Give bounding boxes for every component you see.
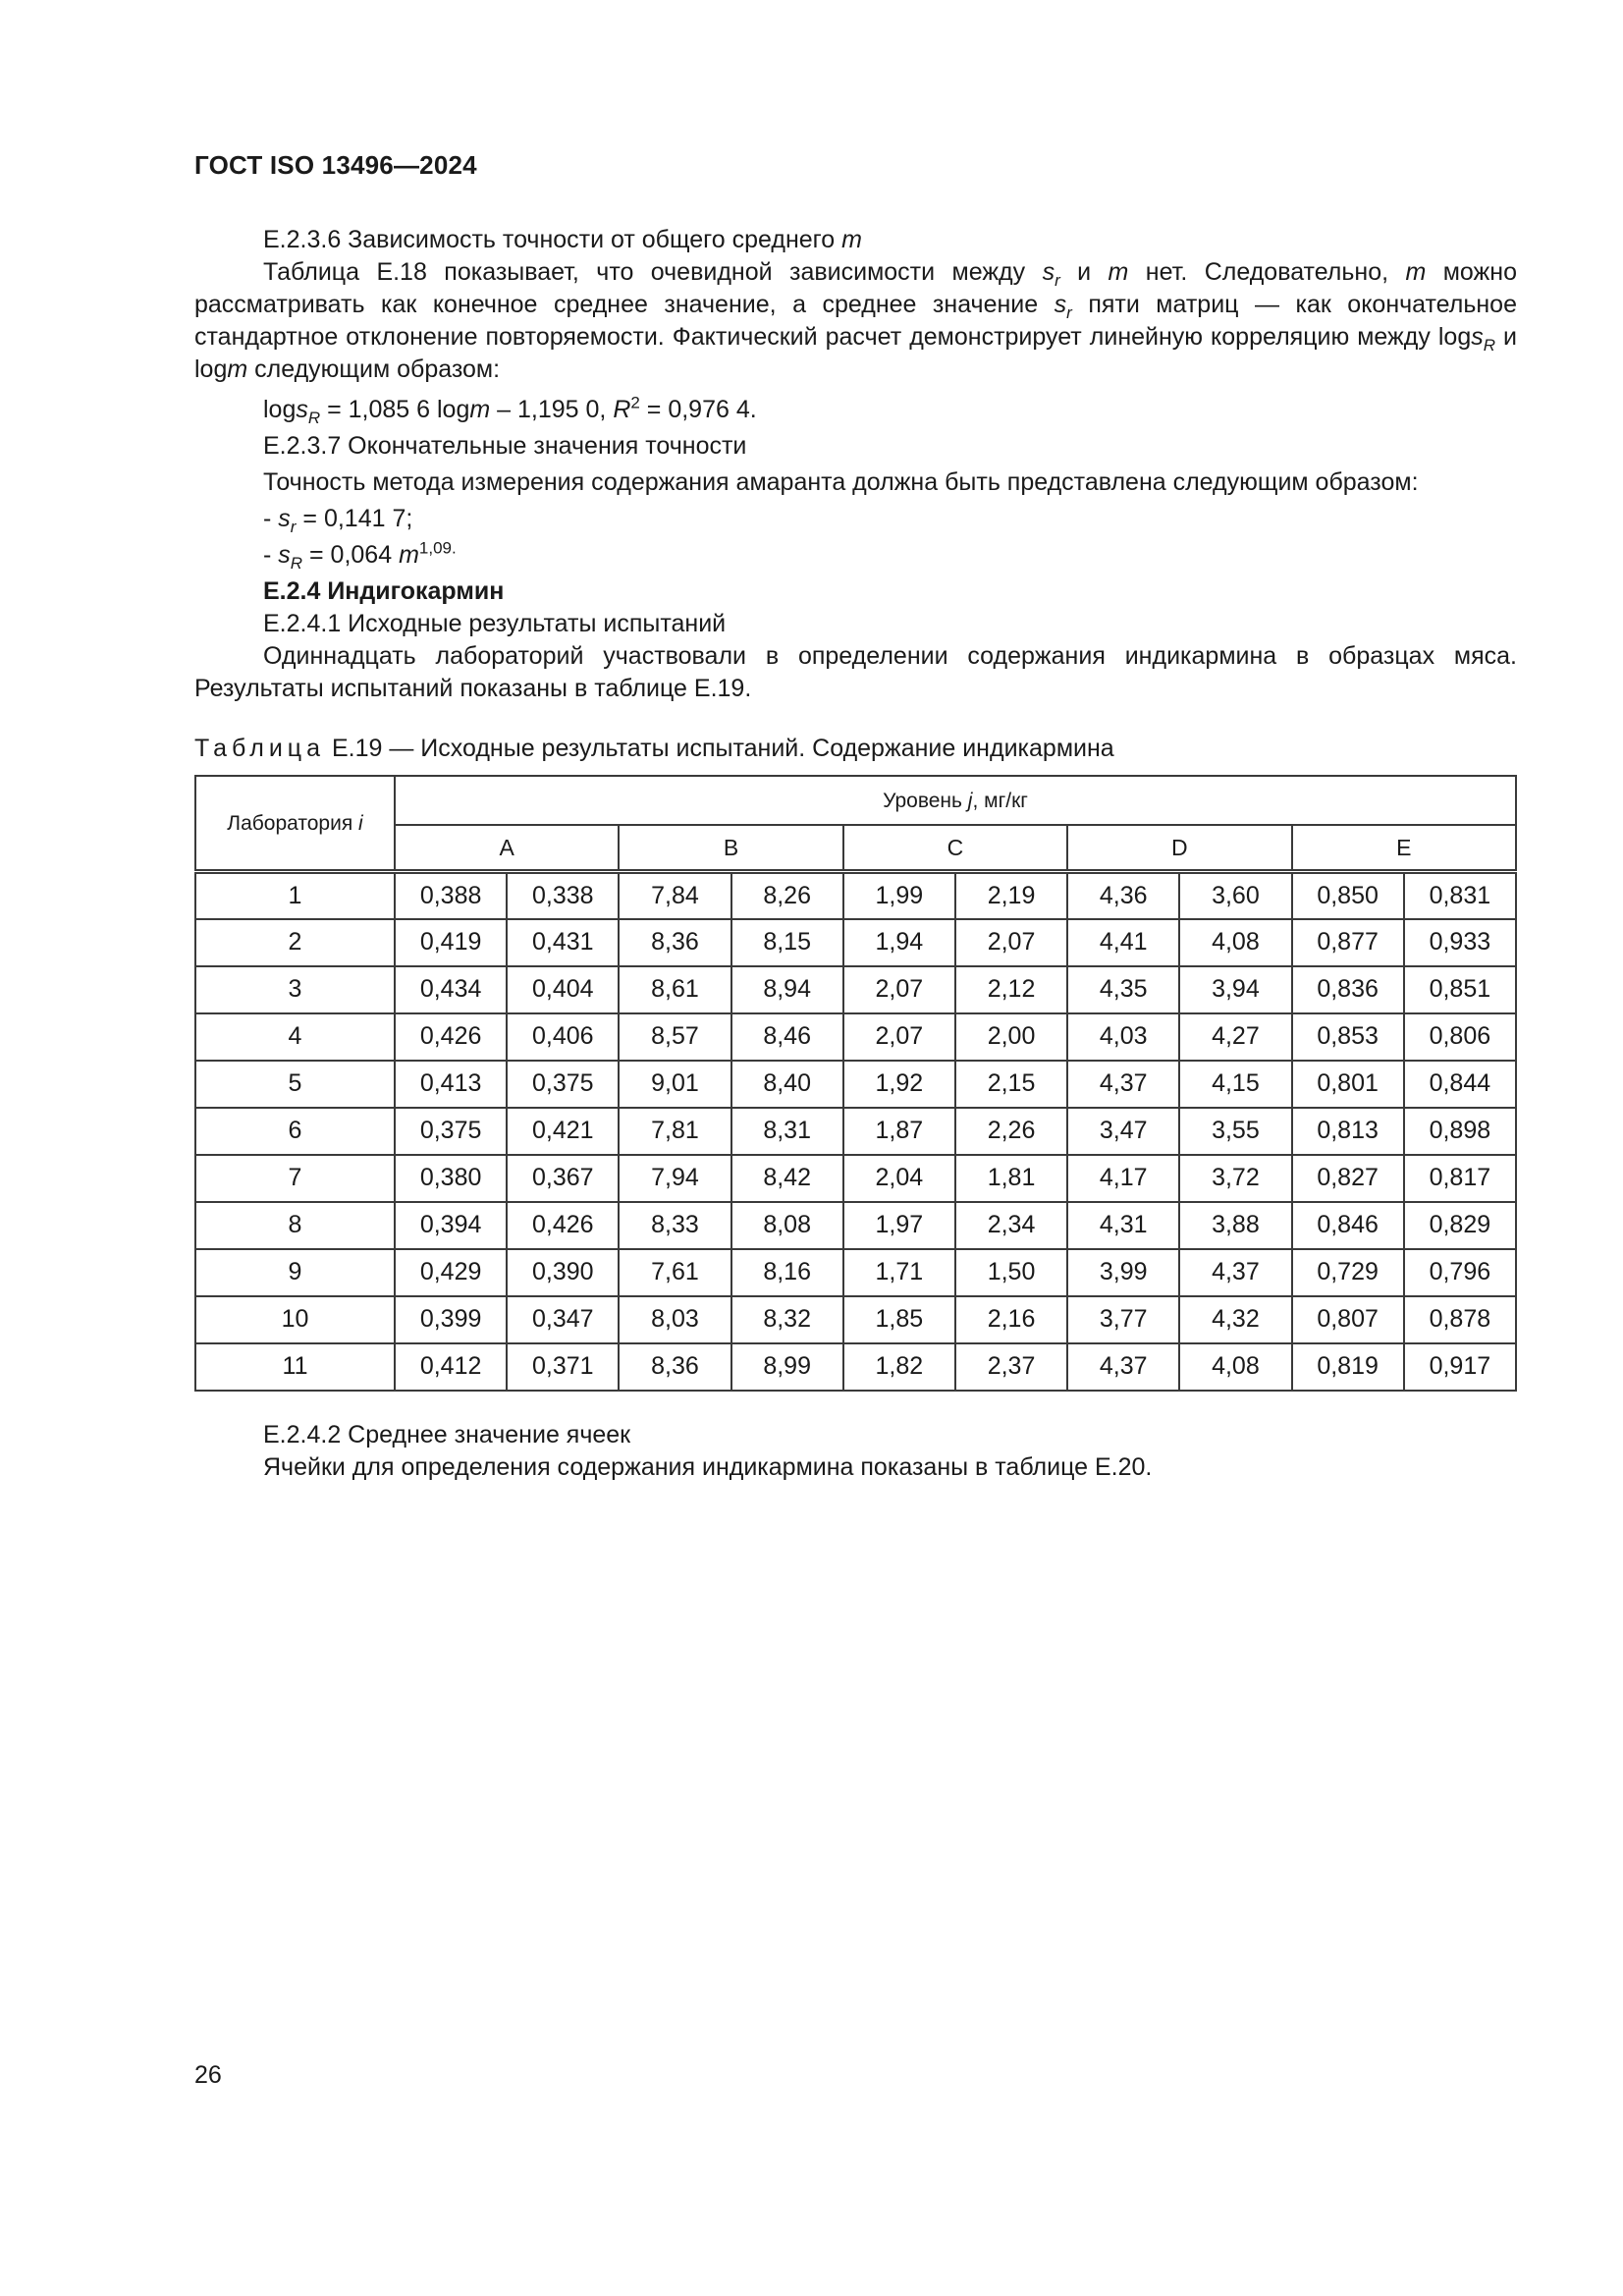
result-cell: 8,33	[619, 1202, 730, 1249]
result-cell: 3,77	[1067, 1296, 1179, 1343]
result-cell: 4,37	[1179, 1249, 1291, 1296]
result-cell: 0,817	[1404, 1155, 1516, 1202]
lab-number-cell: 8	[195, 1202, 395, 1249]
level-header-e: E	[1292, 825, 1517, 872]
result-cell: 1,82	[843, 1343, 955, 1391]
result-cell: 9,01	[619, 1061, 730, 1108]
lab-number-cell: 3	[195, 966, 395, 1013]
result-cell: 7,81	[619, 1108, 730, 1155]
result-cell: 4,31	[1067, 1202, 1179, 1249]
heading-e24: Е.2.4 Индигокармин	[263, 577, 505, 605]
result-cell: 0,367	[507, 1155, 619, 1202]
result-cell: 2,37	[955, 1343, 1067, 1391]
result-cell: 1,87	[843, 1108, 955, 1155]
result-cell: 8,61	[619, 966, 730, 1013]
result-cell: 0,933	[1404, 919, 1516, 966]
paragraph-precision-dependence: Таблица Е.18 показывает, что очевидной зависимости между $s_r$ и m нет. Следовательно, m можно рассматривать как конечное среднее значение, а среднее значение $s_r$ пяти матриц — как окончательное стандартное отклонение повторяемости. Фактический расчет демонстрирует линейную корреляцию между logs$_R$ и logm следующим образом:	[194, 258, 1517, 383]
result-cell: 1,50	[955, 1249, 1067, 1296]
result-cell: 0,801	[1292, 1061, 1404, 1108]
lab-number-cell: 7	[195, 1155, 395, 1202]
result-cell: 4,35	[1067, 966, 1179, 1013]
result-cell: 2,07	[843, 966, 955, 1013]
result-cell: 2,07	[955, 919, 1067, 966]
result-cell: 4,37	[1067, 1343, 1179, 1391]
result-cell: 0,426	[395, 1013, 507, 1061]
table-row	[195, 1343, 1516, 1391]
results-table	[194, 775, 1517, 1392]
result-cell: 2,04	[843, 1155, 955, 1202]
lab-number-cell: 1	[195, 872, 395, 919]
result-cell: 0,917	[1404, 1343, 1516, 1391]
result-cell: 8,36	[619, 1343, 730, 1391]
result-cell: 3,55	[1179, 1108, 1291, 1155]
result-cell: 0,371	[507, 1343, 619, 1391]
result-cell: 0,807	[1292, 1296, 1404, 1343]
result-cell: 3,60	[1179, 872, 1291, 919]
result-cell: 0,729	[1292, 1249, 1404, 1296]
result-cell: 0,850	[1292, 872, 1404, 919]
heading-e242: Е.2.4.2 Среднее значение ячеек	[263, 1420, 631, 1449]
result-cell: 4,41	[1067, 919, 1179, 966]
result-cell: 4,36	[1067, 872, 1179, 919]
table-row	[195, 1013, 1516, 1061]
result-cell: 0,347	[507, 1296, 619, 1343]
table-row	[195, 1202, 1516, 1249]
page-number: 26	[194, 2061, 222, 2089]
result-cell: 8,32	[731, 1296, 843, 1343]
result-cell: 4,32	[1179, 1296, 1291, 1343]
equation-log-sR: logs$_R$ = 1,085 6 logm – 1,195 0, $R^2 = 0,976$ 4.	[263, 393, 757, 427]
result-cell: 0,380	[395, 1155, 507, 1202]
lab-number-cell: 6	[195, 1108, 395, 1155]
result-cell: 0,429	[395, 1249, 507, 1296]
result-cell: 7,61	[619, 1249, 730, 1296]
result-cell: 0,375	[395, 1108, 507, 1155]
table-row	[195, 1108, 1516, 1155]
result-cell: 0,406	[507, 1013, 619, 1061]
level-header-b: B	[619, 825, 842, 872]
table-row	[195, 1296, 1516, 1343]
result-cell: 7,84	[619, 872, 730, 919]
result-cell: 0,431	[507, 919, 619, 966]
level-header-c: C	[843, 825, 1067, 872]
result-cell: 0,853	[1292, 1013, 1404, 1061]
result-cell: 3,72	[1179, 1155, 1291, 1202]
result-cell: 0,851	[1404, 966, 1516, 1013]
result-cell: 0,434	[395, 966, 507, 1013]
result-cell: 8,03	[619, 1296, 730, 1343]
table-row	[195, 1249, 1516, 1296]
result-cell: 0,388	[395, 872, 507, 919]
level-header-d: D	[1067, 825, 1291, 872]
document-header: ГОСТ ISO 13496—2024	[194, 150, 477, 180]
lab-number-cell: 11	[195, 1343, 395, 1391]
result-cell: 1,92	[843, 1061, 955, 1108]
table-row	[195, 919, 1516, 966]
result-cell: 0,836	[1292, 966, 1404, 1013]
result-cell: 0,898	[1404, 1108, 1516, 1155]
table-row	[195, 872, 1516, 919]
result-cell: 2,12	[955, 966, 1067, 1013]
result-cell: 0,806	[1404, 1013, 1516, 1061]
result-cell: 3,99	[1067, 1249, 1179, 1296]
result-cell: 0,419	[395, 919, 507, 966]
result-cell: 8,16	[731, 1249, 843, 1296]
lab-number-cell: 10	[195, 1296, 395, 1343]
result-cell: 0,412	[395, 1343, 507, 1391]
result-cell: 0,796	[1404, 1249, 1516, 1296]
result-cell: 0,819	[1292, 1343, 1404, 1391]
result-cell: 1,71	[843, 1249, 955, 1296]
result-cell: 0,338	[507, 872, 619, 919]
result-cell: 0,394	[395, 1202, 507, 1249]
table-caption: Таблица Е.19 — Исходные результаты испытаний. Содержание индикармина	[194, 735, 1114, 762]
paragraph-cell-means: Ячейки для определения содержания индикармина показаны в таблице Е.20.	[263, 1452, 1153, 1481]
result-cell: 0,390	[507, 1249, 619, 1296]
result-cell: 1,94	[843, 919, 955, 966]
result-cell: 8,31	[731, 1108, 843, 1155]
result-cell: 8,42	[731, 1155, 843, 1202]
result-cell: 7,94	[619, 1155, 730, 1202]
result-cell: 4,08	[1179, 919, 1291, 966]
result-cell: 8,15	[731, 919, 843, 966]
result-cell: 2,16	[955, 1296, 1067, 1343]
result-cell: 8,40	[731, 1061, 843, 1108]
level-header-a: A	[395, 825, 619, 872]
result-cell: 0,375	[507, 1061, 619, 1108]
table-row	[195, 966, 1516, 1013]
result-cell: 4,17	[1067, 1155, 1179, 1202]
result-cell: 3,88	[1179, 1202, 1291, 1249]
result-cell: 2,26	[955, 1108, 1067, 1155]
result-cell: 0,831	[1404, 872, 1516, 919]
result-cell: 0,421	[507, 1108, 619, 1155]
table-body	[195, 872, 1516, 1391]
result-cell: 0,404	[507, 966, 619, 1013]
heading-e241: Е.2.4.1 Исходные результаты испытаний	[263, 610, 727, 637]
result-cell: 3,94	[1179, 966, 1291, 1013]
result-cell: 1,85	[843, 1296, 955, 1343]
result-cell: 0,829	[1404, 1202, 1516, 1249]
result-cell: 0,877	[1292, 919, 1404, 966]
result-cell: 4,03	[1067, 1013, 1179, 1061]
result-cell: 0,399	[395, 1296, 507, 1343]
result-cell: 2,19	[955, 872, 1067, 919]
lab-column-header: Лаборатория i	[195, 776, 395, 872]
result-cell: 1,97	[843, 1202, 955, 1249]
result-cell: 1,99	[843, 872, 955, 919]
result-cell: 3,47	[1067, 1108, 1179, 1155]
level-column-header: Уровень j, мг/кг	[395, 776, 1516, 825]
result-cell: 0,827	[1292, 1155, 1404, 1202]
result-cell: 2,15	[955, 1061, 1067, 1108]
result-cell: 4,15	[1179, 1061, 1291, 1108]
paragraph-final-precision: Точность метода измерения содержания амаранта должна быть представлена следующим образом:	[263, 468, 1419, 496]
lab-number-cell: 5	[195, 1061, 395, 1108]
result-cell: 8,46	[731, 1013, 843, 1061]
lab-number-cell: 4	[195, 1013, 395, 1061]
list-item-sR: - $s_R = 0,064$ $m^{1,09.}$	[263, 538, 457, 573]
lab-number-cell: 9	[195, 1249, 395, 1296]
result-cell: 2,34	[955, 1202, 1067, 1249]
result-cell: 0,878	[1404, 1296, 1516, 1343]
table-row	[195, 1061, 1516, 1108]
result-cell: 4,37	[1067, 1061, 1179, 1108]
list-item-sr: - $s_r = 0,141$ 7;	[263, 505, 413, 536]
result-cell: 2,00	[955, 1013, 1067, 1061]
result-cell: 8,57	[619, 1013, 730, 1061]
result-cell: 4,27	[1179, 1013, 1291, 1061]
result-cell: 8,26	[731, 872, 843, 919]
result-cell: 8,99	[731, 1343, 843, 1391]
result-cell: 0,426	[507, 1202, 619, 1249]
result-cell: 2,07	[843, 1013, 955, 1061]
page-content	[194, 224, 1517, 1484]
heading-e236: Е.2.3.6 Зависимость точности от общего среднего m	[263, 226, 862, 253]
result-cell: 0,413	[395, 1061, 507, 1108]
result-cell: 0,813	[1292, 1108, 1404, 1155]
result-cell: 0,844	[1404, 1061, 1516, 1108]
result-cell: 8,94	[731, 966, 843, 1013]
table-row	[195, 1155, 1516, 1202]
result-cell: 1,81	[955, 1155, 1067, 1202]
heading-e237: Е.2.3.7 Окончательные значения точности	[263, 432, 747, 460]
result-cell: 0,846	[1292, 1202, 1404, 1249]
lab-number-cell: 2	[195, 919, 395, 966]
result-cell: 4,08	[1179, 1343, 1291, 1391]
paragraph-indigocarmine: Одиннадцать лабораторий участвовали в определении содержания индикармина в образцах мяса. Результаты испытаний показаны в таблице Е.19.	[194, 642, 1517, 702]
result-cell: 8,36	[619, 919, 730, 966]
result-cell: 8,08	[731, 1202, 843, 1249]
